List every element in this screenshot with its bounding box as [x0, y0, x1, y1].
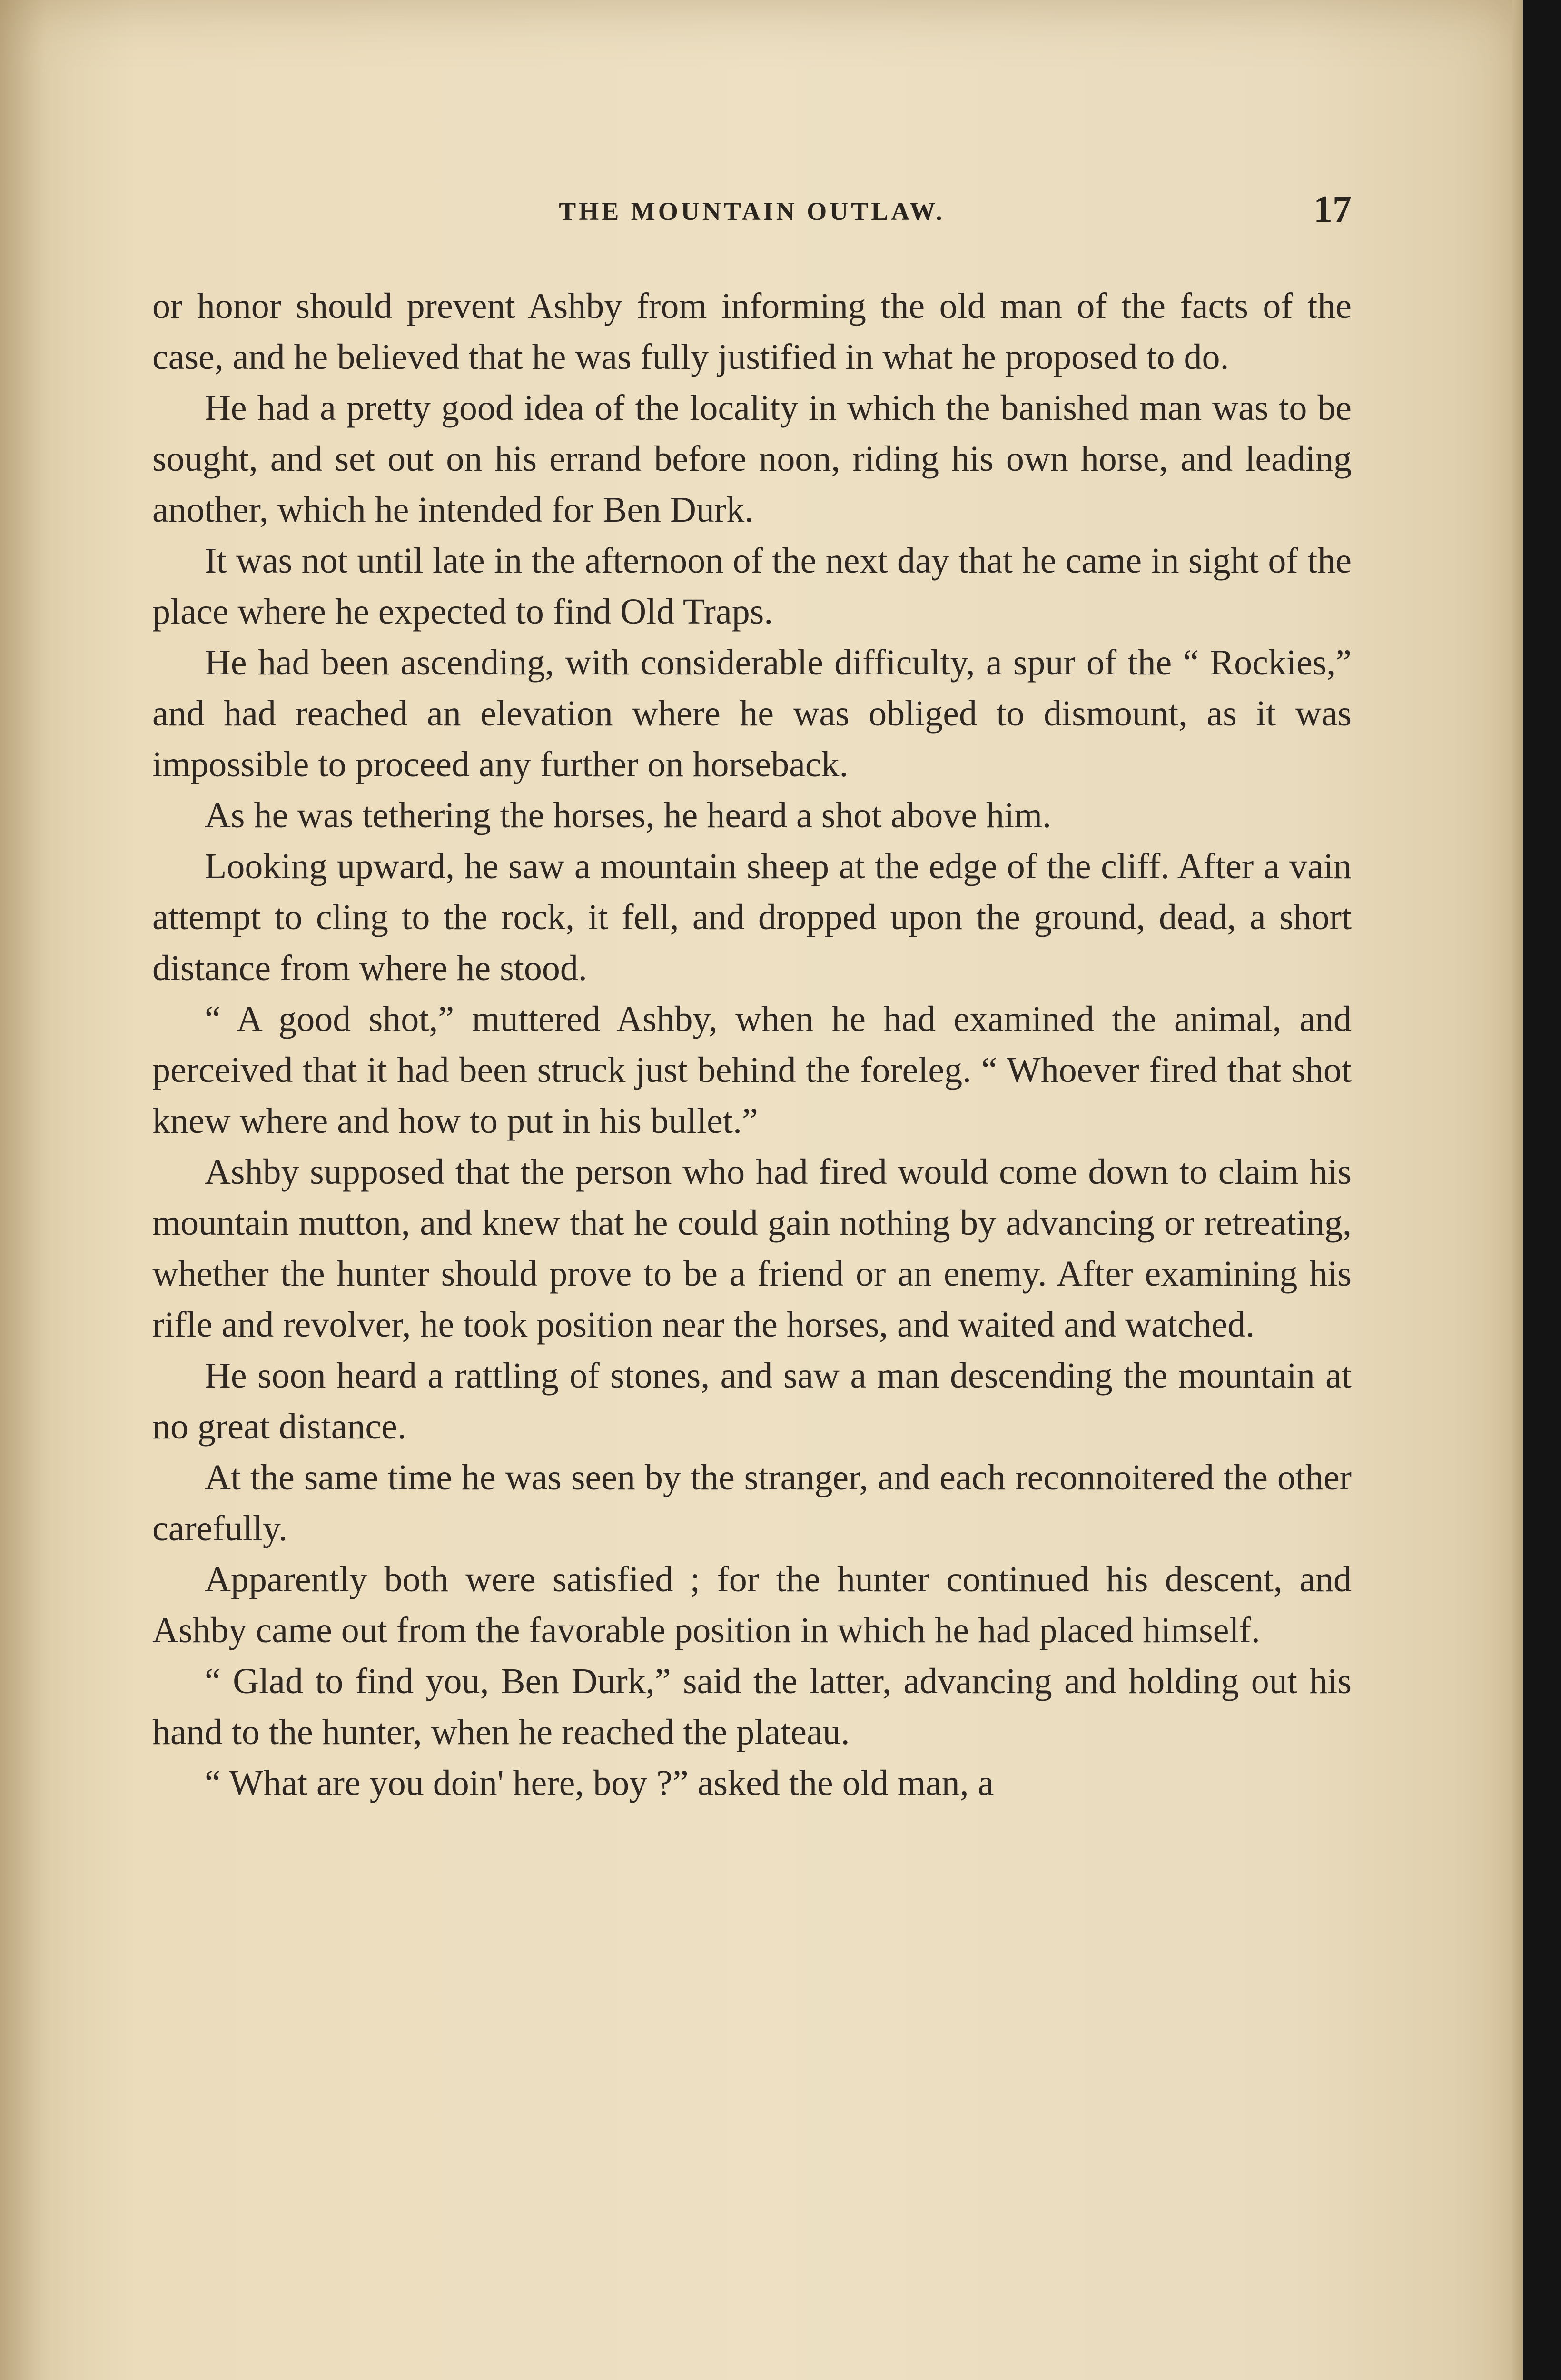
page-header — [152, 188, 1352, 240]
paragraph: or honor should prevent Ashby from informing the old man of the facts of the case, and he believed that he was fully justified in what he proposed to do. — [152, 286, 1352, 377]
paragraph: “ Glad to find you, Ben Durk,” said the latter, advancing and holding out his hand to the hunter, when he reached the plateau. — [152, 1661, 1352, 1752]
paragraph: Looking upward, he saw a mountain sheep at the edge of the cliff. After a vain attempt to cling to the rock, it fell, and dropped upon the ground, dead, a short distance from where he stood. — [152, 846, 1352, 988]
paragraph: Ashby supposed that the person who had fired would come down to claim his mountain mutton, and knew that he could gain nothing by advancing or retreating, whether the hunter should prove to be a friend or an enemy. After examining his rifle and revolver, he took position near the horses, and waited and watched. — [152, 1152, 1352, 1345]
paragraph: “ A good shot,” muttered Ashby, when he had examined the animal, and perceived that it had been struck just behind the foreleg. “ Whoever fired that shot knew where and how to put in his bullet.” — [152, 999, 1352, 1141]
paragraph: Apparently both were satisfied ; for the hunter continued his descent, and Ashby came out from the favorable position in which he had placed himself. — [152, 1559, 1352, 1650]
page-number: 17 — [1314, 188, 1352, 230]
body-text — [152, 281, 1352, 1809]
paragraph: He soon heard a rattling of stones, and saw a man descending the mountain at no great distance. — [152, 1356, 1352, 1447]
paragraph: As he was tethering the horses, he heard a shot above him. — [205, 795, 1052, 835]
page-edge — [1512, 0, 1523, 2380]
running-title: THE MOUNTAIN OUTLAW. — [559, 197, 945, 226]
paragraph: “ What are you doin' here, boy ?” asked the old man, a — [205, 1763, 994, 1803]
paragraph: At the same time he was seen by the stranger, and each reconnoitered the other carefully. — [152, 1458, 1352, 1548]
paragraph: He had been ascending, with considerable difficulty, a spur of the “ Rockies,” and had reached an elevation where he was obliged to dismount, as it was impossible to proceed any further on horseback. — [152, 643, 1352, 784]
paragraph: He had a pretty good idea of the locality in which the banished man was to be sought, and set out on his errand before noon, riding his own horse, and leading another, which he intended for Ben Durk. — [152, 388, 1352, 530]
paragraph: It was not until late in the afternoon of the next day that he came in sight of the place where he expected to find Old Traps. — [152, 541, 1352, 632]
